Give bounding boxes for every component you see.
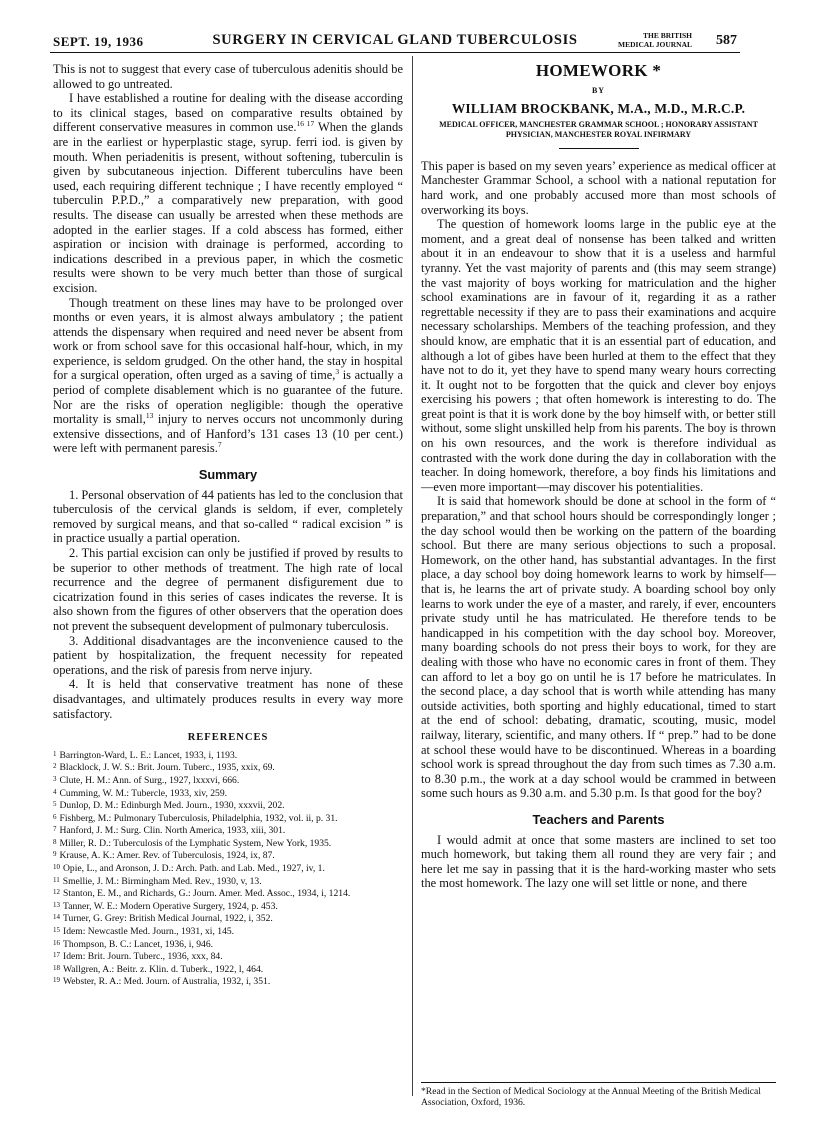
- reference-text: Krause, A. K.: Amer. Rev. of Tuberculosis, 1924, ix, 87.: [59, 850, 275, 862]
- reference-item: [53, 799, 403, 812]
- running-header: [50, 30, 740, 53]
- reference-number: 14: [53, 913, 60, 922]
- page-number: 587: [716, 33, 737, 48]
- reference-item: [53, 887, 403, 900]
- reference-number: 5: [53, 800, 57, 809]
- summary-item: 3. Additional disadvantages are the inconvenience caused to the patient by hospitalization, the frequent necessity for repeated operations, and the risk of paresis from nerve injury.: [53, 633, 403, 677]
- citation: 16 17: [296, 119, 315, 129]
- journal-name-line2: MEDICAL JOURNAL: [618, 40, 692, 49]
- teachers-heading: Teachers and Parents: [532, 811, 665, 827]
- paragraph: This is not to suggest that every case of tuberculous adenitis should be allowed to go untreated.: [53, 62, 403, 91]
- reference-number: 17: [53, 951, 60, 960]
- reference-text: Dunlop, D. M.: Edinburgh Med. Journ., 1930, xxxvii, 202.: [59, 800, 285, 812]
- reference-text: Blacklock, J. W. S.: Brit. Journ. Tuberc., 1935, xxix, 69.: [59, 762, 275, 774]
- reference-number: 16: [53, 938, 60, 947]
- reference-number: 1: [53, 749, 57, 758]
- reference-item: [53, 849, 403, 862]
- reference-item: [53, 774, 403, 787]
- references-heading: REFERENCES: [187, 732, 269, 744]
- paragraph: I have established a routine for dealing with the disease according to its clinical stages, based on comparative results obtained by different conservative measures in common use.$^{16 17}$ When the glands are in the earliest or hyperplastic stage, syrup. ferri iod. is given by mouth. When periadenitis is present, without softening, tuberculin is given by subcutaneous injection. Different tuberculins have been used, each requiring different technique ; I have recently employed “ tuberculin P.P.D.,” a comparatively new preparation, with good results. The disease can usually be arrested when these methods are adopted in the earlier stages. If a cold abscess has formed, either aspiration or incision with drainage is performed, according to indications described in a previous paper, in which the cosmetic results were shown to be very much better than those of surgical excision.: [53, 91, 403, 295]
- reference-list: [53, 749, 403, 988]
- reference-number: 8: [53, 837, 57, 846]
- reference-item: [53, 749, 403, 762]
- reference-item: [53, 862, 403, 875]
- reference-text: Tanner, W. E.: Modern Operative Surgery, 1924, p. 453.: [63, 900, 278, 912]
- summary-item: 4. It is held that conservative treatment has none of these disadvantages, and ultimately produces results in every way more satisfactory.: [53, 677, 403, 721]
- reference-text: Webster, R. A.: Med. Journ. of Australia, 1932, i, 351.: [63, 976, 271, 988]
- paragraph: Though treatment on these lines may have to be prolonged over months or even years, it is almost always ambulatory ; the patient attends the dispensary when required and need never be absent from work or from school save for this occasional half-hour, which, in my experience, is seldom grudged. On the other hand, the stay in hospital for a surgical operation, often urged as a saving of time,$^3$ is actually a period of complete disablement which is no guarantee of the future. Nor are the risks of operation negligible: though the operative mortality is small,$^{13}$ injury to nerves occurs not uncommonly during extensive dissections, and of Hanford’s 131 cases 13 (10 per cent.) were left with permanent paresis.$^7$: [53, 295, 403, 456]
- reference-item: [53, 875, 403, 888]
- paragraph: I would admit at once that some masters are inclined to set too much homework, but taking them all round they are very fair ; and here let me say in passing that it is the hard-working master who sets the most homework. The lazy one will set little or none, and there: [421, 832, 776, 891]
- journal-name-line1: THE BRITISH: [643, 31, 692, 40]
- reference-item: [53, 761, 403, 774]
- reference-text: Fishberg, M.: Pulmonary Tuberculosis, Philadelphia, 1932, vol. ii, p. 31.: [59, 812, 338, 824]
- reference-item: [53, 925, 403, 938]
- author-name: WILLIAM BROCKBANK, M.A., M.D., M.R.C.P.: [451, 101, 746, 117]
- summary-item: 1. Personal observation of 44 patients has led to the conclusion that tuberculosis of the cervical glands is seldom, if ever, completely removed by surgical means, and that so-called “ radical excision ” is in practice usually a partial operation.: [53, 487, 403, 546]
- reference-text: Smellie, J. M.: Birmingham Med. Rev., 1930, v, 13.: [62, 875, 262, 887]
- reference-number: 3: [53, 774, 57, 783]
- paragraph: This paper is based on my seven years’ experience as medical officer at Manchester Grammar School, a school with a national reputation for hard work, and one probably accused more than most schools of overworking its boys.: [421, 158, 776, 217]
- author-affiliation: MEDICAL OFFICER, MANCHESTER GRAMMAR SCHOOL ; HONORARY ASSISTANT PHYSICIAN, MANCHESTER ROYAL INFIRMARY: [439, 119, 758, 139]
- reference-text: Idem: Brit. Journ. Tuberc., 1936, xxx, 84.: [63, 951, 223, 963]
- reference-number: 9: [53, 850, 57, 859]
- reference-text: Turner, G. Grey: British Medical Journal, 1922, i, 352.: [63, 913, 273, 925]
- title-rule: [559, 148, 639, 149]
- reference-number: 4: [53, 787, 57, 796]
- reference-item: [53, 900, 403, 913]
- right-column: [421, 62, 776, 891]
- reference-text: Cumming, W. M.: Tubercle, 1933, xiv, 259.: [59, 787, 228, 799]
- reference-item: [53, 938, 403, 951]
- reference-text: Clute, H. M.: Ann. of Surg., 1927, lxxxvi, 666.: [59, 774, 240, 786]
- reference-item: [53, 787, 403, 800]
- reference-item: [53, 963, 403, 976]
- paragraph: The question of homework looms large in the public eye at the moment, and a great deal of nonsense has been talked and written about it in an endeavour to show that it is a useless and harmful tyranny. Yet the vast majority of parents and (this may seem strange) the vast majority of boys working for matriculation and the higher school examinations are in favour of it, regarding it as a rather regrettable necessity if they are to pass their examinations and acquire necessary scholarships. Members of the teaching profession, and they should know, are emphatic that it is an essential part of education, and although a lot of gibes have been hurled at them to the effect that they have not to do it, yet they have to spend many weary hours correcting it. It ought not to be forgotten that the quick and clever boy enjoys exercising his powers ; that often homework is interesting to do. The great point is that it is work done by the boy himself with, or better still without, some slight unskilled help from his parents. The boy is thrown on his own resources, and the work is therefore individual as contrasted with the work done during the day in collaboration with the teacher. In doing homework, therefore, a boy finds his limitations and—even more important—may discover his potentialities.: [421, 217, 776, 494]
- article-title: HOMEWORK *: [535, 61, 662, 80]
- reference-item: [53, 975, 403, 988]
- reference-number: 6: [53, 812, 57, 821]
- footnote: *Read in the Section of Medical Sociology at the Annual Meeting of the British Medical Association, Oxford, 1936.: [421, 1082, 776, 1108]
- paragraph: It is said that homework should be done at school in the form of “ preparation,” and that school hours should be correspondingly longer ; the day school would then be working on the pattern of the boarding school. But there are many serious objections to such a proposal. Homework, on the other hand, has substantial advantages. In the first place, a day school boy doing homework learns to work by himself—that is, he learns the art of private study. A boarding school boy only learns to work under the eye of a master, and rarely, if ever, encounters private study until he has matriculated. He therefore tends to be handicapped in his competition with the day school boy. Moreover, many boarding schools do not press their boys to work, for they are dealing with those who have no economic cares in front of them. They can afford to let a boy go on until he is 17 before he matriculates. In the second place, a day school that is worth while attending has many outside activities, both sporting and highly educational, timed to start at the end of school: debating, dramatic, scouting, music, model railway, literary, scientific, and many others. If “ prep.” had to be done at school these would have to be discontinued. Whereas in a boarding school work is spread throughout the day from such times as 7.30 a.m. to 8.30 p.m., the work at a day school would be crammed in between some such hours as 9.30 a.m. and 5.30 p.m. Is that good for the boy?: [421, 494, 776, 801]
- reference-item: [53, 812, 403, 825]
- reference-item: [53, 837, 403, 850]
- reference-number: 2: [53, 762, 57, 771]
- reference-number: 10: [53, 863, 60, 872]
- reference-item: [53, 950, 403, 963]
- reference-text: Hanford, J. M.: Surg. Clin. North America, 1933, xiii, 301.: [59, 825, 286, 837]
- reference-text: Opie, L., and Aronson, J. D.: Arch. Path. and Lab. Med., 1927, iv, 1.: [63, 863, 325, 875]
- reference-number: 11: [53, 875, 60, 884]
- byline-by: BY: [591, 85, 606, 95]
- reference-number: 13: [53, 900, 60, 909]
- reference-text: Thompson, B. C.: Lancet, 1936, i, 946.: [63, 938, 214, 950]
- running-title: SURGERY IN CERVICAL GLAND TUBERCULOSIS: [212, 32, 578, 48]
- reference-item: [53, 912, 403, 925]
- reference-number: 15: [53, 926, 60, 935]
- citation: 3: [335, 367, 340, 377]
- reference-item: [53, 824, 403, 837]
- reference-text: Barrington-Ward, L. E.: Lancet, 1933, i, 1193.: [59, 749, 238, 761]
- reference-number: 7: [53, 825, 57, 834]
- summary-heading: Summary: [198, 467, 258, 483]
- citation: 7: [217, 440, 222, 450]
- reference-text: Idem: Newcastle Med. Journ., 1931, xi, 145.: [63, 926, 235, 938]
- journal-name: [618, 31, 692, 49]
- reference-text: Stanton, E. M., and Richards, G.: Journ. Amer. Med. Assoc., 1934, i, 1214.: [63, 888, 351, 900]
- left-column: [53, 62, 403, 988]
- reference-number: 18: [53, 963, 60, 972]
- citation: 13: [145, 411, 154, 421]
- summary-item: 2. This partial excision can only be justified if proved by results to be superior to other methods of treatment. The high rate of local recurrence and the degree of permanent disfigurement due to cicatrization found in this series of cases indicates the reverse. It is also shown from the figures of other observers that the operation does not prevent the subsequent development of pulmonary tuberculosis.: [53, 546, 403, 633]
- issue-date: SEPT. 19, 1936: [53, 34, 144, 49]
- reference-text: Wallgren, A.: Beitr. z. Klin. d. Tuberk., 1922, l, 464.: [63, 963, 264, 975]
- column-divider: [412, 56, 413, 1096]
- reference-text: Miller, R. D.: Tuberculosis of the Lymphatic System, New York, 1935.: [59, 837, 332, 849]
- reference-number: 19: [53, 976, 60, 985]
- reference-number: 12: [53, 888, 60, 897]
